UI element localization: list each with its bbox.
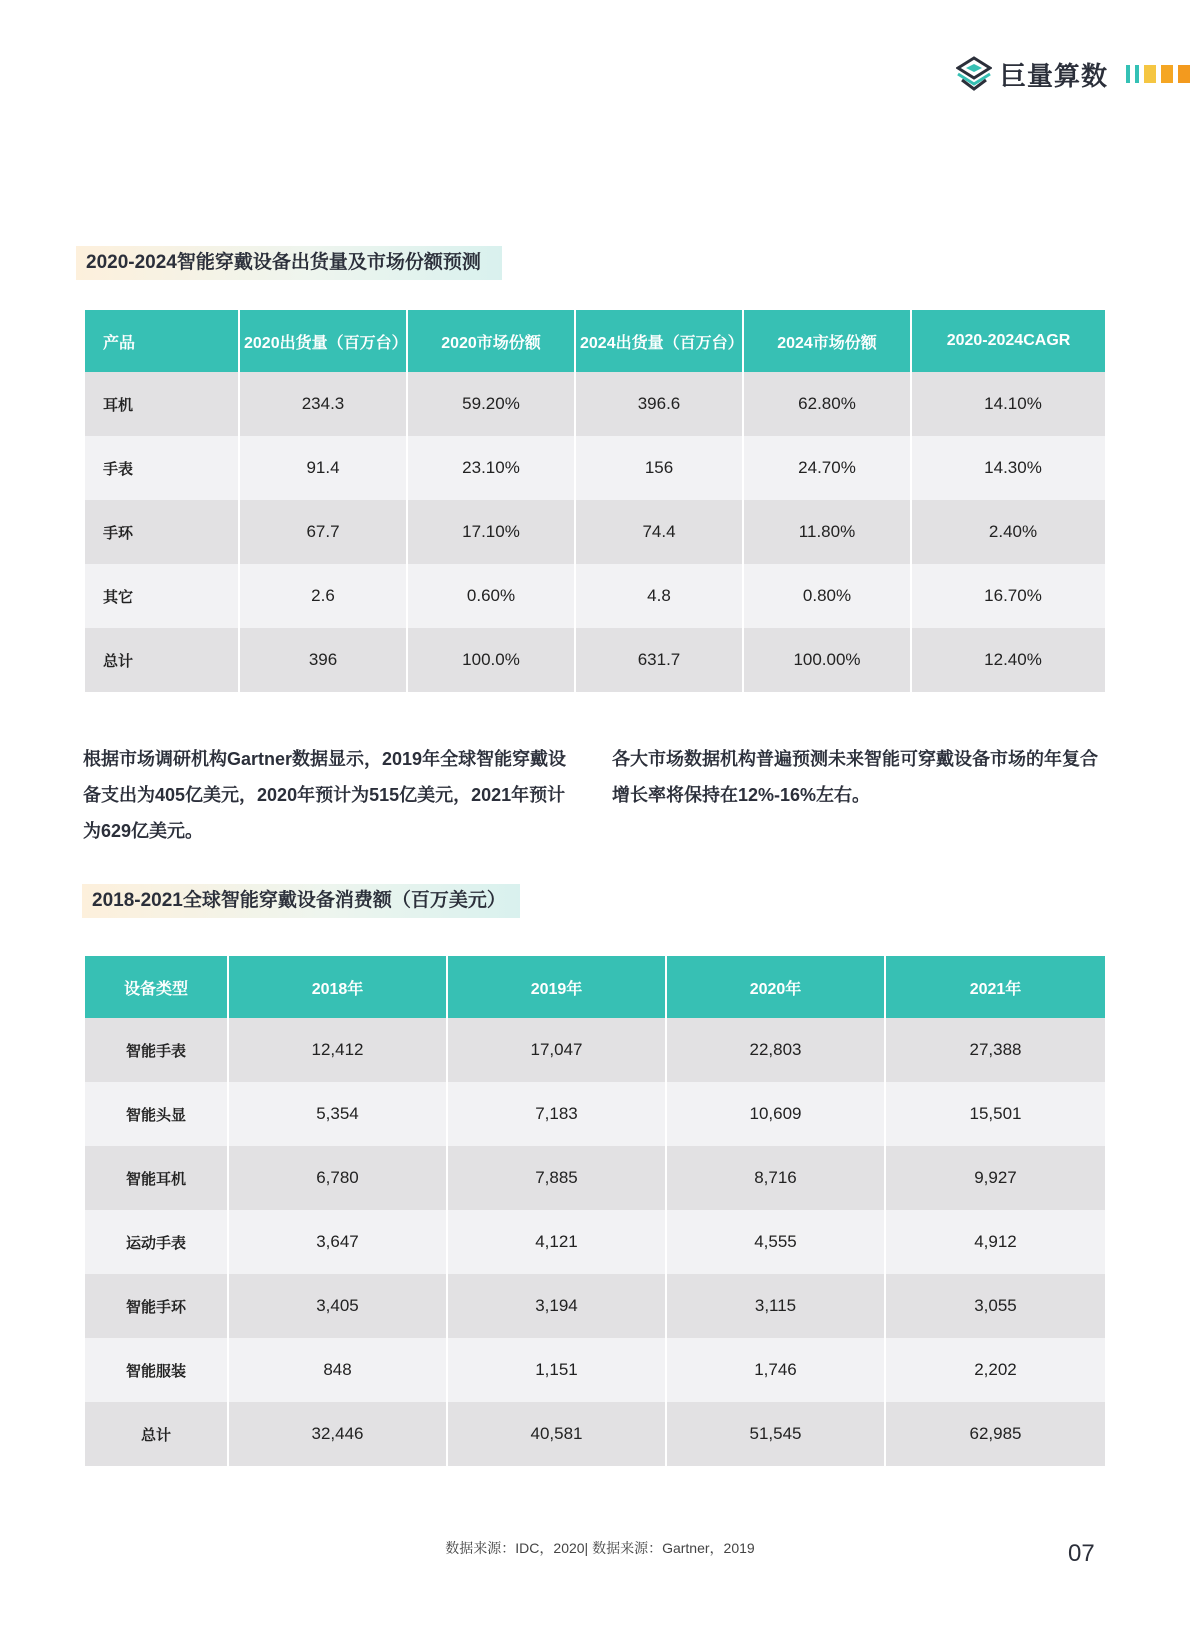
table-cell: 15,501 bbox=[885, 1082, 1105, 1146]
table-row bbox=[85, 1082, 1105, 1146]
table-row bbox=[85, 1146, 1105, 1210]
table-header-row bbox=[85, 956, 1105, 1018]
table-cell: 3,647 bbox=[228, 1210, 447, 1274]
table-cell: 4,912 bbox=[885, 1210, 1105, 1274]
table-row bbox=[85, 1210, 1105, 1274]
column-header: 产品 bbox=[85, 310, 239, 372]
table-row bbox=[85, 1402, 1105, 1466]
brand-color-bars bbox=[1126, 65, 1190, 83]
column-header: 2024市场份额 bbox=[743, 310, 911, 372]
table-cell: 5,354 bbox=[228, 1082, 447, 1146]
column-header: 2021年 bbox=[885, 956, 1105, 1018]
row-label: 耳机 bbox=[85, 372, 239, 436]
row-label: 智能头显 bbox=[85, 1082, 228, 1146]
table-cell: 4.8 bbox=[575, 564, 743, 628]
row-label: 智能服装 bbox=[85, 1338, 228, 1402]
table-cell: 62,985 bbox=[885, 1402, 1105, 1466]
shipment-forecast-table bbox=[85, 310, 1105, 692]
table-cell: 0.80% bbox=[743, 564, 911, 628]
row-label: 其它 bbox=[85, 564, 239, 628]
row-label: 智能手环 bbox=[85, 1274, 228, 1338]
row-label: 智能手表 bbox=[85, 1018, 228, 1082]
table-row bbox=[85, 500, 1105, 564]
table-cell: 0.60% bbox=[407, 564, 575, 628]
table-cell: 14.10% bbox=[911, 372, 1105, 436]
table-row bbox=[85, 564, 1105, 628]
table-cell: 848 bbox=[228, 1338, 447, 1402]
row-label: 总计 bbox=[85, 1402, 228, 1466]
column-header: 2020出货量（百万台） bbox=[239, 310, 407, 372]
table-cell: 17.10% bbox=[407, 500, 575, 564]
table-cell: 3,194 bbox=[447, 1274, 666, 1338]
table-cell: 3,055 bbox=[885, 1274, 1105, 1338]
table-row bbox=[85, 1338, 1105, 1402]
table-cell: 4,121 bbox=[447, 1210, 666, 1274]
table-cell: 2.6 bbox=[239, 564, 407, 628]
table-cell: 100.0% bbox=[407, 628, 575, 692]
table-cell: 17,047 bbox=[447, 1018, 666, 1082]
table-cell: 14.30% bbox=[911, 436, 1105, 500]
row-label: 手环 bbox=[85, 500, 239, 564]
table-cell: 12,412 bbox=[228, 1018, 447, 1082]
table-cell: 10,609 bbox=[666, 1082, 885, 1146]
column-header: 2020市场份额 bbox=[407, 310, 575, 372]
column-header: 设备类型 bbox=[85, 956, 228, 1018]
table1-title: 2020-2024智能穿戴设备出货量及市场份额预测 bbox=[76, 246, 502, 280]
table-cell: 3,115 bbox=[666, 1274, 885, 1338]
paragraph-gartner-spending: 根据市场调研机构Gartner数据显示，2019年全球智能穿戴设备支出为405亿美元，2020年预计为515亿美元，2021年预计为629亿美元。 bbox=[83, 749, 567, 841]
table-cell: 23.10% bbox=[407, 436, 575, 500]
table-cell: 396.6 bbox=[575, 372, 743, 436]
table-cell: 8,716 bbox=[666, 1146, 885, 1210]
data-source: 数据来源：IDC，2020| 数据来源：Gartner，2019 bbox=[445, 1540, 755, 1556]
column-header: 2019年 bbox=[447, 956, 666, 1018]
table-cell: 6,780 bbox=[228, 1146, 447, 1210]
table-cell: 59.20% bbox=[407, 372, 575, 436]
table2-title: 2018-2021全球智能穿戴设备消费额（百万美元） bbox=[82, 884, 520, 918]
table-cell: 32,446 bbox=[228, 1402, 447, 1466]
column-header: 2024出货量（百万台） bbox=[575, 310, 743, 372]
row-label: 手表 bbox=[85, 436, 239, 500]
table-cell: 396 bbox=[239, 628, 407, 692]
table-cell: 7,183 bbox=[447, 1082, 666, 1146]
table-row bbox=[85, 1274, 1105, 1338]
table-cell: 40,581 bbox=[447, 1402, 666, 1466]
column-header: 2020年 bbox=[666, 956, 885, 1018]
table-cell: 12.40% bbox=[911, 628, 1105, 692]
table-cell: 2.40% bbox=[911, 500, 1105, 564]
row-label: 总计 bbox=[85, 628, 239, 692]
brand-name: 巨量算数 bbox=[1000, 60, 1109, 91]
row-label: 运动手表 bbox=[85, 1210, 228, 1274]
table-cell: 4,555 bbox=[666, 1210, 885, 1274]
table-row bbox=[85, 1018, 1105, 1082]
table-cell: 24.70% bbox=[743, 436, 911, 500]
table-cell: 91.4 bbox=[239, 436, 407, 500]
table-cell: 156 bbox=[575, 436, 743, 500]
table-cell: 3,405 bbox=[228, 1274, 447, 1338]
row-label: 智能耳机 bbox=[85, 1146, 228, 1210]
column-header: 2020-2024CAGR bbox=[911, 310, 1105, 372]
table-cell: 67.7 bbox=[239, 500, 407, 564]
table-row bbox=[85, 436, 1105, 500]
table-row bbox=[85, 372, 1105, 436]
table-cell: 9,927 bbox=[885, 1146, 1105, 1210]
spending-table bbox=[85, 956, 1105, 1466]
column-header: 2018年 bbox=[228, 956, 447, 1018]
diamond-layers-logo bbox=[956, 56, 992, 92]
table-cell: 51,545 bbox=[666, 1402, 885, 1466]
table-cell: 22,803 bbox=[666, 1018, 885, 1082]
table-cell: 16.70% bbox=[911, 564, 1105, 628]
table-cell: 7,885 bbox=[447, 1146, 666, 1210]
table-cell: 74.4 bbox=[575, 500, 743, 564]
paragraph-cagr-forecast: 各大市场数据机构普遍预测未来智能可穿戴设备市场的年复合增长率将保持在12%-16%左右。 bbox=[612, 749, 1098, 805]
page-number: 07 bbox=[1068, 1540, 1095, 1567]
table-cell: 100.00% bbox=[743, 628, 911, 692]
table-cell: 11.80% bbox=[743, 500, 911, 564]
table-row bbox=[85, 628, 1105, 692]
table-cell: 1,746 bbox=[666, 1338, 885, 1402]
table-cell: 631.7 bbox=[575, 628, 743, 692]
table-cell: 234.3 bbox=[239, 372, 407, 436]
table-cell: 2,202 bbox=[885, 1338, 1105, 1402]
table-cell: 1,151 bbox=[447, 1338, 666, 1402]
table-cell: 27,388 bbox=[885, 1018, 1105, 1082]
brand-header bbox=[956, 52, 1190, 96]
table-header-row bbox=[85, 310, 1105, 372]
table-cell: 62.80% bbox=[743, 372, 911, 436]
